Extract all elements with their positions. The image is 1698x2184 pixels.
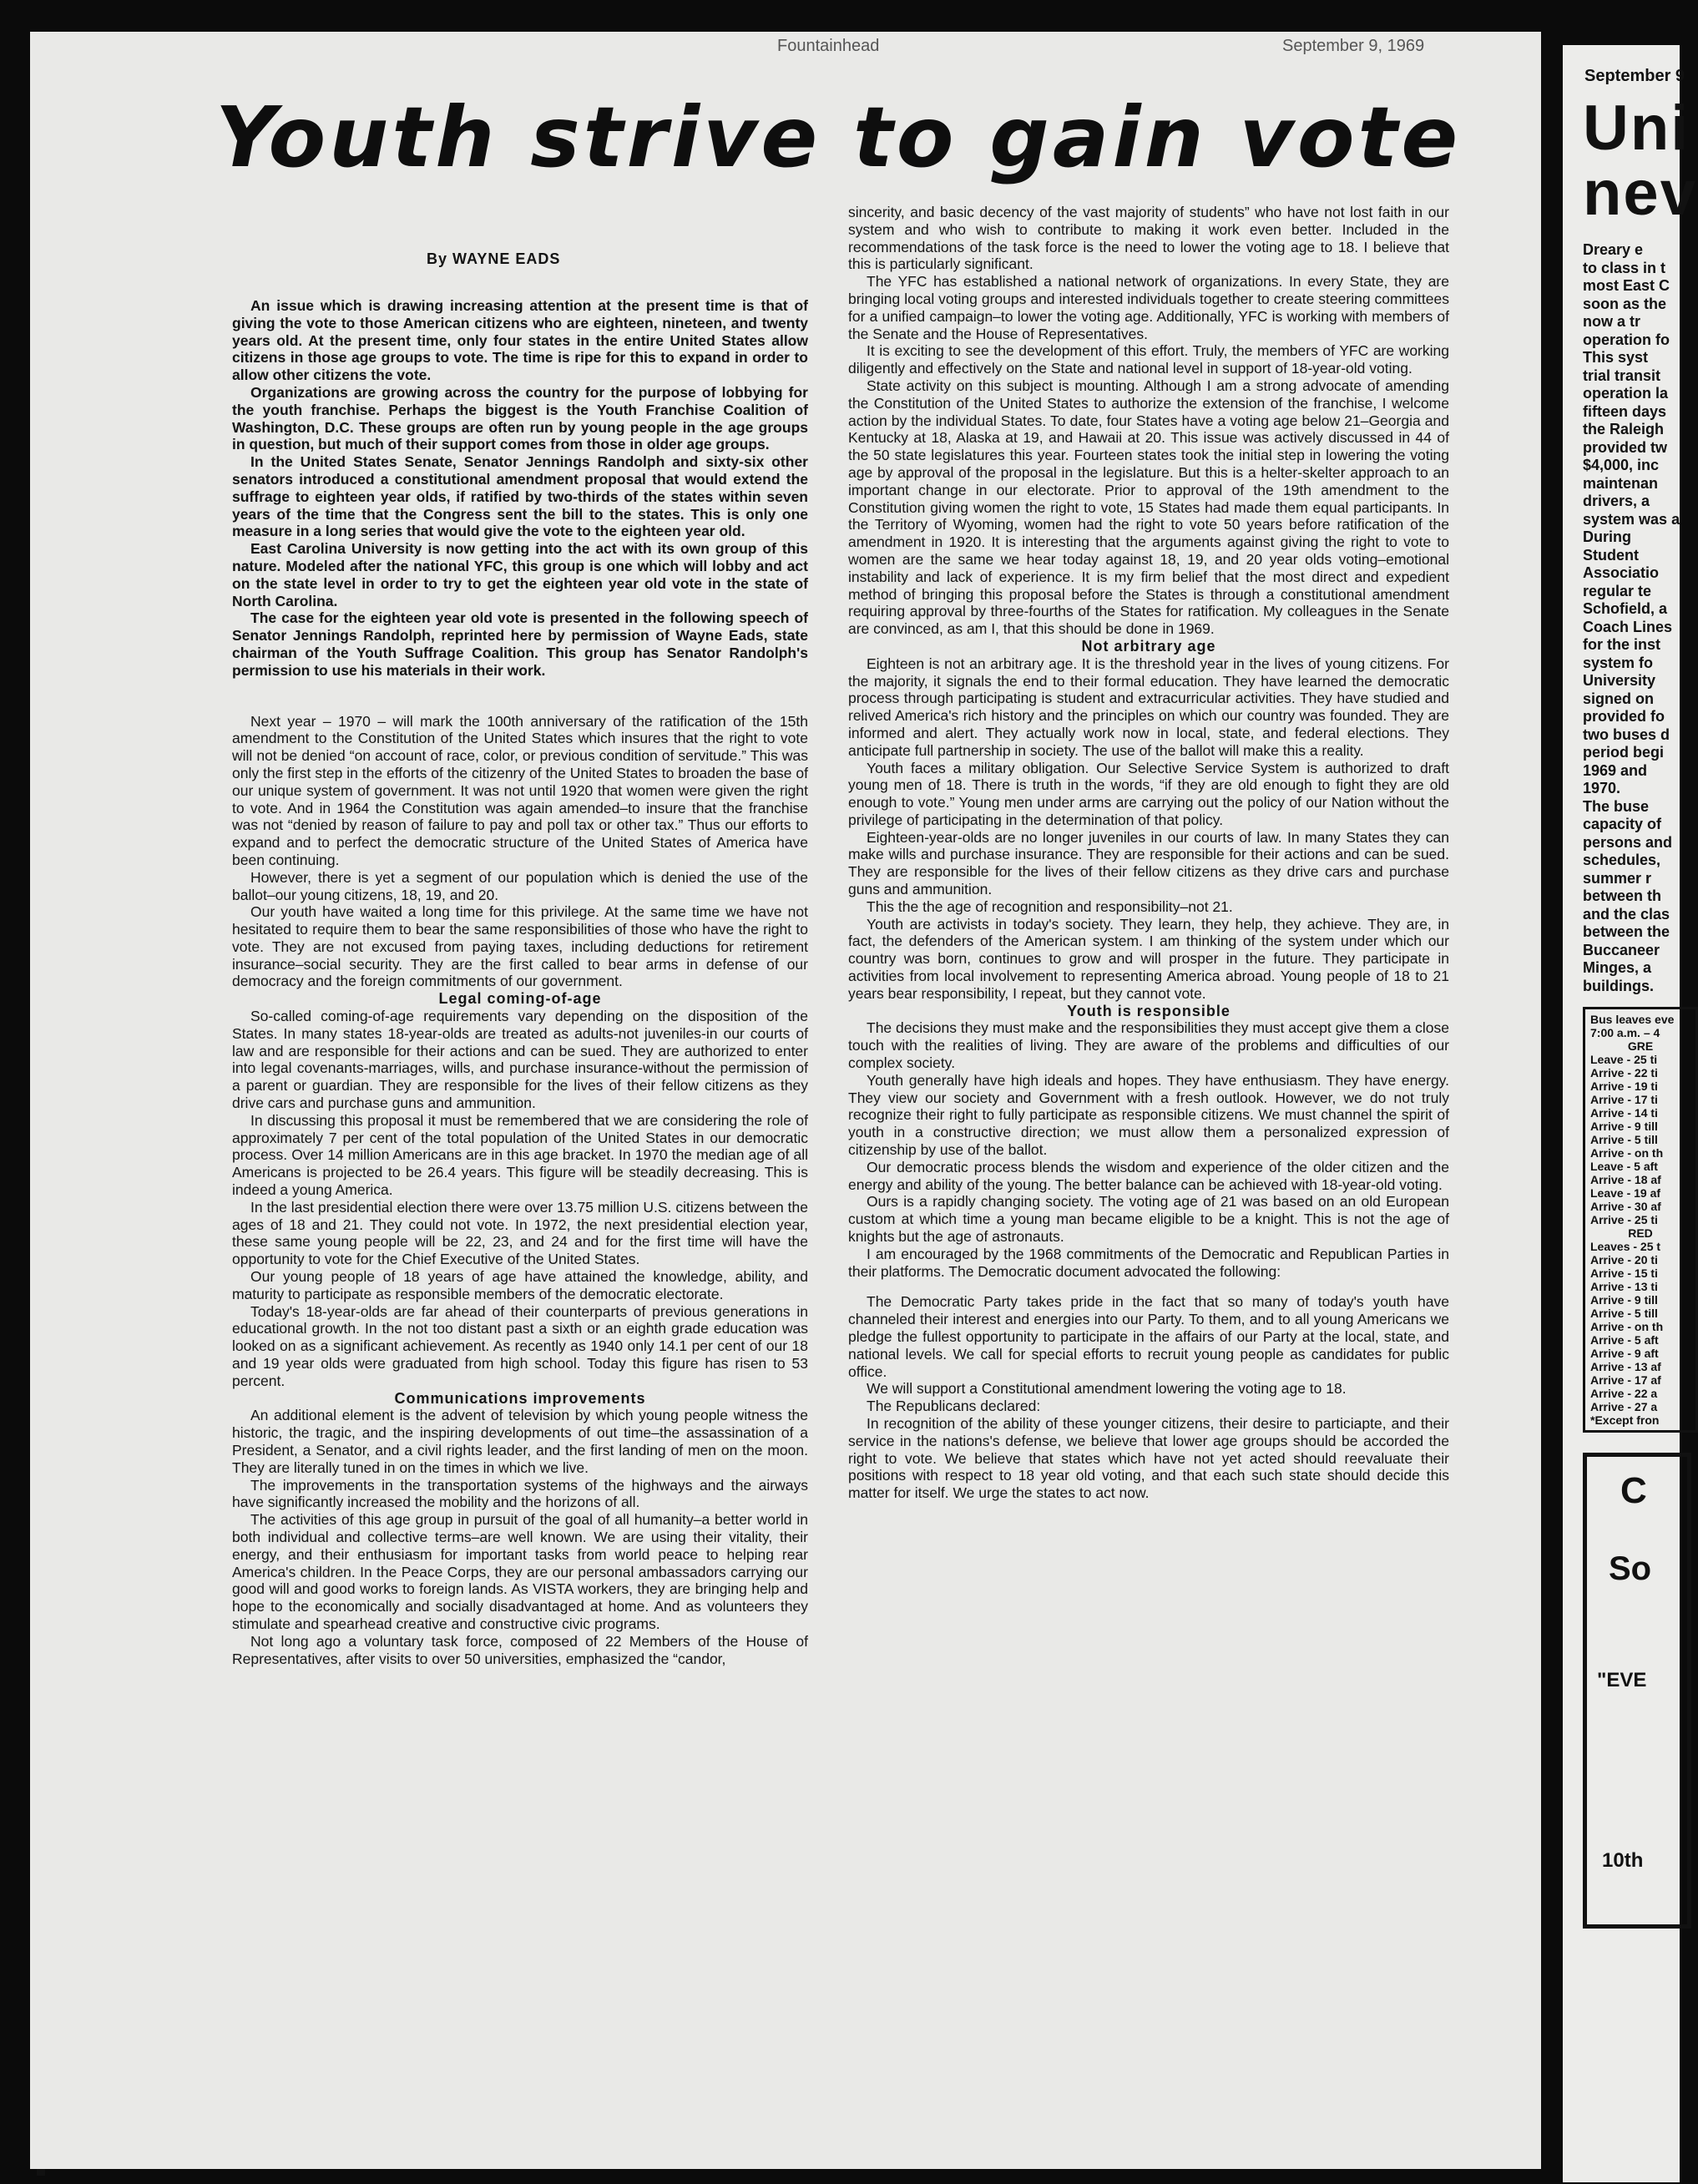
paragraph: Our youth have waited a long time for this privilege. At the same time we have not hesitated to require them to bear the same responsibilities of those who have the right to vote. They are not excused from paying taxes, including deductions for retirement insurance–social security. They are the first called to bear arms in defense of our democracy and the foreign commitments of our government. — [232, 903, 808, 990]
paragraph: Youth generally have high ideals and hopes. They have enthusiasm. They have energy. They view our society and Government with a fresh outlook. However, we do not truly recognize their right to fully participate as responsible citizens. We must channel the spirit of youth in a constructive direction; we must allow them a personalized expression of citizenship by use of the ballot. — [848, 1071, 1449, 1159]
headline: Youth strive to gain vote — [215, 88, 1462, 186]
schedule-row: Arrive - 25 ti — [1590, 1213, 1658, 1226]
ad-line: 10th — [1602, 1849, 1644, 1872]
page-date: September 9, 1969 — [1282, 37, 1425, 55]
column-line: regular te — [1583, 582, 1652, 599]
schedule-title: Bus leaves eve — [1590, 1013, 1675, 1026]
schedule-row: Arrive - 13 ti — [1590, 1280, 1658, 1293]
paragraph: sincerity, and basic decency of the vast majority of students” who have not lost faith in our system and who wish to contribute to making it work even better. Included in the recommendations of the task force is the need to lower the voting age to 18. I believe that this is particularly significant. — [848, 204, 1449, 273]
schedule-row: Arrive - 15 ti — [1590, 1266, 1658, 1280]
paragraph: Ours is a rapidly changing society. The voting age of 21 was based on an old European custom at which time a young man became eligible to be a knight. This is not the age of knights but the age of astronauts. — [848, 1193, 1449, 1246]
schedule-row: Arrive - 5 till — [1590, 1133, 1658, 1146]
paragraph: An issue which is drawing increasing attention at the present time is that of giving the vote to those American citizens who are eighteen, nineteen, and twenty years old. At the present time, only four states in the entire United States allow citizens in those age groups to vote. The time is ripe for this to expand in order to allow other citizens the vote. — [232, 297, 808, 384]
subheading-youth-responsible: Youth is responsible — [1067, 1002, 1231, 1019]
paragraph: In recognition of the ability of these younger citizens, their desire to particiapte, and their service in the nations's defense, we believe that lower age groups should be accorded the right to vote. We believe that states which have not yet acted should reevaluate their positions with respect to 18 year old voting, and that each such state should decide this matter for itself. We urge the states to act now. — [848, 1414, 1449, 1502]
column-line: between the — [1583, 923, 1670, 940]
paragraph: We will support a Constitutional amendment lowering the voting age to 18. — [867, 1380, 1347, 1398]
column-line: trial transit — [1583, 367, 1661, 384]
column-line: This syst — [1583, 349, 1649, 366]
column-line: for the inst — [1583, 636, 1660, 653]
bus-schedule-box — [1583, 1007, 1698, 1433]
column-line: Coach Lines — [1583, 618, 1673, 635]
schedule-row: Arrive - 19 ti — [1590, 1079, 1658, 1093]
schedule-row: Arrive - 27 a — [1590, 1400, 1658, 1413]
subheading-not-arbitrary: Not arbitrary age — [1081, 637, 1216, 655]
schedule-row: Arrive - on th — [1590, 1320, 1664, 1333]
paragraph: The improvements in the transportation systems of the highways and the airways have significantly increased the mobility and the horizons of all. — [232, 1476, 808, 1511]
paragraph: The activities of this age group in pursuit of the goal of all humanity–a better world in both individual and collective terms–are well known. We are using their vitality, their energy, and their enthusiasm for important tasks from world peace to helping rear America's children. In the Peace Corps, they are our personal ambassadors carrying our good will and good works to foreign lands. As VISTA workers, they are bringing help and hope to the economically and socially disadvantaged at home. And as volunteers they stimulate and spearhead creative and constructive civic programs. — [232, 1511, 808, 1632]
schedule-row: Arrive - 22 a — [1590, 1387, 1658, 1400]
schedule-row: Arrive - 14 ti — [1590, 1106, 1658, 1120]
schedule-row: Arrive - 18 af — [1590, 1173, 1661, 1186]
adjacent-headline — [1583, 93, 1697, 229]
column-line: signed on — [1583, 690, 1654, 707]
paragraph: Organizations are growing across the country for the purpose of lobbying for the youth franchise. Perhaps the biggest is the Youth Franchise Coalition of Washington, D.C. These groups are often run by young people in the age groups in question, but much of their support comes from those in older age groups. — [232, 383, 808, 453]
headline-line: nev — [1583, 158, 1697, 229]
paragraph: An additional element is the advent of television by which young people witness the historic, the tragic, and the inspiring developments of out time–the assassination of a President, a Senator, and a civil rights leader, and the first landing of men on the moon. They are literally tuned in on the times in which we live. — [232, 1407, 808, 1476]
column-line: system was a — [1583, 510, 1680, 528]
newspaper-page — [30, 32, 1541, 2169]
column-line: provided tw — [1583, 438, 1668, 456]
paragraph: Youth are activists in today's society. They learn, they help, they achieve. They are, in fact, the defenders of the American system. I am thinking of the system under which our country was born, continues to grow and will prosper in the future. They participate in activities from local involvement to representing America abroad. Young people of 18 to 21 years bear responsibility, I repeat, but they cannot vote. — [848, 915, 1449, 1002]
schedule-row: Arrive - 5 aft — [1590, 1333, 1659, 1347]
paragraph: The decisions they must make and the responsibilities they must accept give them a close touch with the realities of living. They are aware of the problems and difficulties of our complex society. — [848, 1019, 1449, 1072]
paragraph: Eighteen is not an arbitrary age. It is the threshold year in the lives of young citizens. For the majority, it signals the end to their formal education. They have learned the democratic process through participating is student and extracurricular activities. They have studied and relived America's rich history and the principles on which our country was founded. They are informed and alert. They actually work now in local, state, and federal elections. They anticipate full partnership in society. The use of the ballot will make this a reality. — [848, 655, 1449, 759]
schedule-row: Arrive - 30 af — [1590, 1200, 1661, 1213]
paragraph: The Republicans declared: — [867, 1398, 1041, 1415]
paragraph: I am encouraged by the 1968 commitments of the Democratic and Republican Parties in their platforms. The Democratic document advocated the following: — [848, 1245, 1449, 1280]
advertisement-box — [1583, 1453, 1691, 1929]
schedule-row: Leave - 25 ti — [1590, 1053, 1658, 1066]
intro-block — [232, 297, 808, 680]
column-line: $4,000, inc — [1583, 457, 1660, 473]
column-line: The buse — [1583, 797, 1650, 815]
column-line: Minges, a — [1583, 959, 1652, 976]
paragraph: In the United States Senate, Senator Jennings Randolph and sixty-six other senators introduced a constitutional amendment proposal that would extend the suffrage to eighteen year olds, if ratified by two-thirds of the states within seven years of the time that the Congress sent the bill to the states. This is only one measure in a long series that would give the vote to the eighteen year old. — [232, 453, 808, 540]
paragraph: The case for the eighteen year old vote is presented in the following speech of Senator Jennings Randolph, reprinted here by permission of Wayne Eads, state chairman of the Youth Suffrage Coalition. This group has Senator Randolph's permission to use his materials in their work. — [232, 609, 808, 679]
schedule-row: Arrive - 22 ti — [1590, 1066, 1658, 1079]
paragraph: Eighteen-year-olds are no longer juveniles in our courts of law. In many States they can make wills and purchase insurance. They are responsible for their actions and can be sued. They are responsible for the lives of their fellow citizens as they drive cars and purchase guns and ammunition. — [848, 828, 1449, 898]
schedule-row: Arrive - 17 af — [1590, 1373, 1661, 1387]
paragraph: However, there is yet a segment of our population which is denied the use of the ballot–our young citizens, 18, 19, and 20. — [232, 868, 808, 903]
column-line: During — [1583, 528, 1631, 545]
paragraph: Today's 18-year-olds are far ahead of their counterparts of previous generations in educational growth. In the not too distant past a sixth or an eighth grade education was looked on as a significant achievement. As recently as 1940 only 14.1 per cent of our 18 and 19 year olds were graduated from high school. Today this figure has risen to 53 percent. — [232, 1302, 808, 1389]
paragraph: Not long ago a voluntary task force, composed of 22 Members of the House of Representatives, after visits to over 50 universities, emphasized the “candor, — [232, 1632, 808, 1667]
column-line: to class in t — [1583, 259, 1666, 276]
column-line: system fo — [1583, 654, 1654, 671]
left-column — [232, 297, 808, 1667]
column-line: 1970. — [1583, 780, 1621, 796]
paragraph: The YFC has established a national network of organizations. In every State, they are bringing local voting groups and interested individuals together to create steering committees for a unified campaign–to lower the voting age. Additionally, YFC is working with members of the Senate and the House of Representatives. — [848, 273, 1449, 342]
schedule-row: Arrive - on th — [1590, 1146, 1664, 1160]
adjacent-page — [1563, 45, 1697, 2182]
schedule-note: *Except fron — [1590, 1413, 1660, 1427]
paragraph: Youth faces a military obligation. Our Selective Service System is authorized to draft young men of 18. There is truth in the words, “if they are old enough to fight they are old enough to vote.” Young men under arms are carrying out the policy of our Nation without the privilege of participating in the determination of that policy. — [848, 759, 1449, 828]
schedule-row: Arrive - 13 af — [1590, 1360, 1661, 1373]
schedule-row: Leave - 19 af — [1590, 1186, 1661, 1200]
paragraph: In the last presidential election there were over 13.75 million U.S. citizens between the ages of 18 and 21. They could not vote. In 1972, the next presidential election year, these same young people will be 22, 23, and 24 and for the first time will have the opportunity to vote for the Chief Executive of the United States. — [232, 1198, 808, 1268]
subheading-legal: Legal coming-of-age — [438, 990, 602, 1008]
paragraph: The Democratic Party takes pride in the fact that so many of today's youth have channeled their interest and energies into our Party. To them, and to all young Americans we pledge the fullest opportunity to participate in the affairs of our Party at the local, state, and national levels. We call for special efforts to recruit young people as candidates for public office. — [848, 1293, 1449, 1380]
schedule-row: Arrive - 5 till — [1590, 1307, 1658, 1320]
ad-line: So — [1609, 1550, 1652, 1587]
ad-line: "EVE — [1597, 1669, 1647, 1691]
paragraph: In discussing this proposal it must be remembered that we are considering the role of approximately 7 per cent of the total population of the United States in our democratic process. Over 14 million Americans are in this age bracket. In 1970 the median age of all Americans is projected to be 26.4 years. This figure will be steadily decreasing. This is indeed a young America. — [232, 1111, 808, 1199]
column-line: soon as the — [1583, 295, 1667, 312]
column-line: summer r — [1583, 869, 1652, 887]
adjacent-page-date: September 9 — [1584, 67, 1685, 85]
headline-line: Uni — [1583, 93, 1690, 164]
publication-name: Fountainhead — [777, 37, 880, 55]
column-line: Buccaneer — [1583, 941, 1660, 958]
schedule-row: Arrive - 17 ti — [1590, 1093, 1658, 1106]
paragraph: This the the age of recognition and responsibility–not 21. — [867, 897, 1233, 915]
paragraph: Next year – 1970 – will mark the 100th anniversary of the ratification of the 15th amendment to the Constitution of the United States which insures that the right to vote will not be denied “on account of race, color, or previous condition of servitude.” This was only the first step in the efforts of the citizenry of the United States to broaden the base of our unique system of government. It was not until 1920 that women were given the right to vote. And in 1964 the Constitution was again amended–to insure that the franchise was not “denied by reason of failure to pay and poll tax or other tax.” Thus our efforts to expand and to perfect the democratic structure of the United States of America have been continuing. — [232, 712, 808, 868]
column-line: buildings. — [1583, 977, 1654, 994]
schedule-row: Leaves - 25 t — [1590, 1240, 1661, 1253]
column-line: Student — [1583, 546, 1639, 564]
paragraph: East Carolina University is now getting into the act with its own group of this nature. Modeled after the national YFC, this group is one which will lobby and act on the state level in order to try to get the eighteen year old vote in the state of North Carolina. — [232, 540, 808, 609]
column-line: operation la — [1583, 385, 1669, 402]
column-line: fifteen days — [1583, 402, 1667, 420]
column-line: 1969 and — [1583, 761, 1648, 779]
column-line: the Raleigh — [1583, 421, 1665, 437]
column-line: University — [1583, 672, 1656, 689]
schedule-row: Arrive - 9 aft — [1590, 1347, 1659, 1360]
column-line: between th — [1583, 887, 1662, 904]
schedule-row: Arrive - 9 till — [1590, 1120, 1658, 1133]
platform-quotes — [848, 1293, 1449, 1502]
adjacent-article-column — [1583, 241, 1680, 995]
column-line: period begi — [1583, 744, 1665, 761]
column-line: Associatio — [1583, 564, 1660, 581]
right-column — [848, 204, 1449, 1502]
schedule-row: Arrive - 20 ti — [1590, 1253, 1658, 1266]
paragraph: State activity on this subject is mounting. Although I am a strong advocate of amending the Constitution of the United States to authorize the extension of the franchise, I welcome action by the individual States. To date, four States have a voting age below 21–Georgia and Kentucky at 18, Alaska at 19, and Hawaii at 20. This issue was actively discussed in 44 of the 50 state legislatures this year. Fourteen states took the initial step in lowering the voting age by approval of the proposal in the legislature. But this is a helter-skelter approach to an important change in our electorate. Prior to approval of the 19th amendment to the Constitution giving women the right to vote, 15 States had made them equal participants. In the Territory of Wyoming, women had the right to vote 50 years before ratification of the amendment in 1920. It is interesting that the arguments against giving the right to vote to women are the same we hear today against 18, 19, and 20 year olds voting–emotional instability and lack of experience. It is my firm belief that the most direct and expedient method of bringing this proposal before the States is through a constitutional amendment requiring approval by three-fourths of the States for ratification. My colleagues in the Senate are convinced, as am I, that this should be done in 1969. — [848, 377, 1449, 638]
column-line: provided fo — [1583, 708, 1665, 725]
column-line: Dreary e — [1583, 241, 1644, 258]
column-line: drivers, a — [1583, 493, 1650, 509]
column-line: persons and — [1583, 833, 1673, 851]
schedule-time: 7:00 a.m. – 4 — [1590, 1026, 1660, 1039]
column-line: maintenan — [1583, 474, 1659, 492]
paragraph: Our democratic process blends the wisdom and experience of the older citizen and the energy and ability of the young. The better balance can be achieved with 18-year-old voting. — [848, 1158, 1449, 1193]
paragraph: It is exciting to see the development of this effort. Truly, the members of YFC are working diligently and effectively on the State and national level in support of 18-year-old voting. — [848, 342, 1449, 377]
column-line: capacity of — [1583, 816, 1662, 832]
column-line: and the clas — [1583, 905, 1670, 923]
column-line: schedules, — [1583, 852, 1661, 868]
column-line: most East C — [1583, 277, 1670, 294]
paragraph: So-called coming-of-age requirements vary depending on the disposition of the States. In many states 18-year-olds are treated as adults-not juveniles-in our courts of law and are responsible for their actions and can be sued. They are authorized to enter into legal covenants-marriages, wills, and purchase insurance-without the permission of a parent or guardian. They are responsible for the lives of their fellow citizens as they drive cars and purchase guns and ammunition. — [232, 1008, 808, 1112]
schedule-row: Leave - 5 aft — [1590, 1160, 1658, 1173]
column-line: now a tr — [1583, 313, 1641, 330]
ad-line: C — [1620, 1470, 1647, 1511]
column-line: operation fo — [1583, 331, 1670, 348]
subheading-communications: Communications improvements — [394, 1389, 646, 1407]
column-line: Schofield, a — [1583, 600, 1668, 617]
paragraph: Our young people of 18 years of age have attained the knowledge, ability, and maturity to participate as responsible members of the democratic electorate. — [232, 1268, 808, 1302]
schedule-heading: RED — [1628, 1226, 1653, 1240]
column-line: two buses d — [1583, 725, 1670, 743]
schedule-heading: GRE — [1627, 1039, 1654, 1053]
byline: By WAYNE EADS — [427, 250, 561, 267]
schedule-row: Arrive - 9 till — [1590, 1293, 1658, 1307]
